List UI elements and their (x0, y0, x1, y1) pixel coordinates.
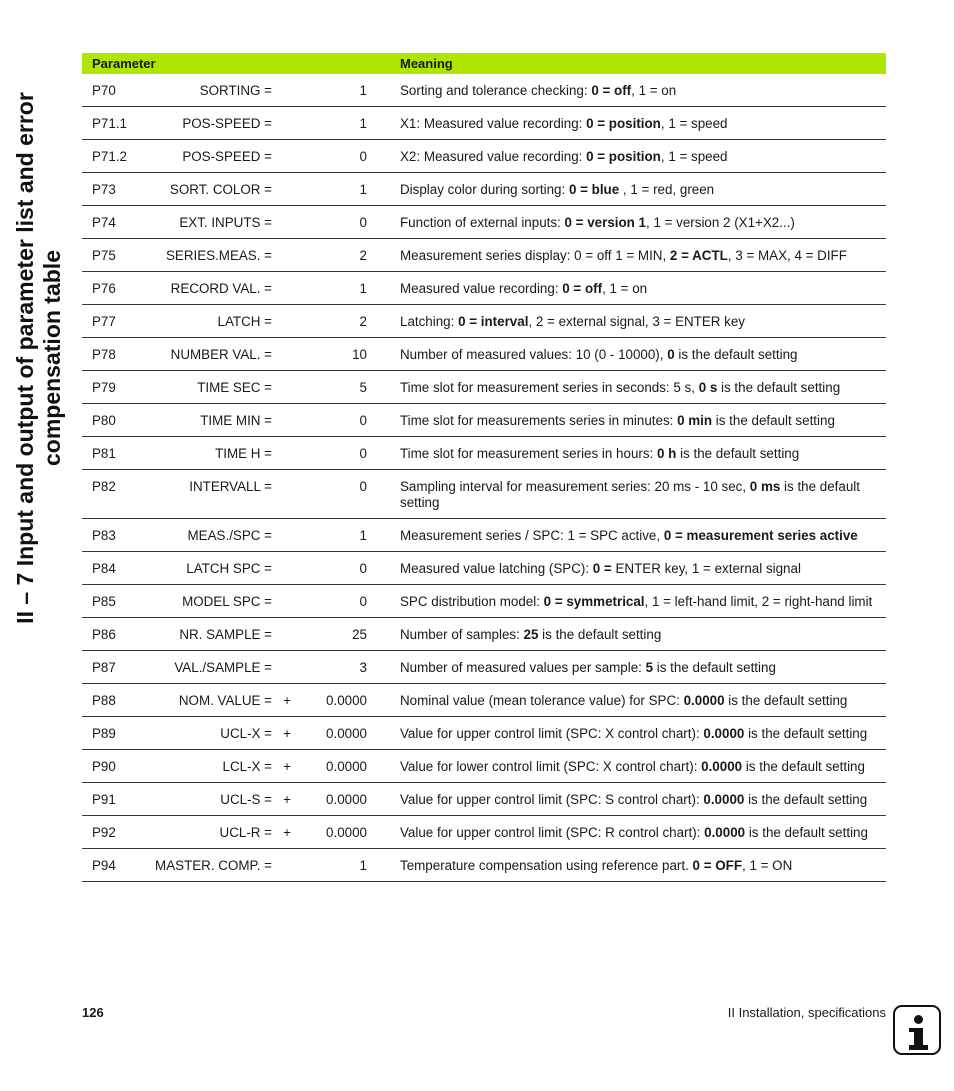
param-sign (276, 470, 298, 519)
param-sign (276, 404, 298, 437)
table-row (82, 140, 886, 173)
table-row (82, 849, 886, 882)
param-value: 1 (298, 173, 387, 206)
table-row (82, 239, 886, 272)
param-meaning: Time slot for measurements series in minutes: 0 min is the default setting (387, 404, 886, 437)
param-name: UCL-S = (131, 783, 276, 816)
param-sign: + (276, 816, 298, 849)
param-value: 0 (298, 470, 387, 519)
param-value: 2 (298, 239, 387, 272)
param-sign (276, 585, 298, 618)
param-name: TIME H = (131, 437, 276, 470)
param-meaning: X2: Measured value recording: 0 = position, 1 = speed (387, 140, 886, 173)
param-code: P71.2 (82, 140, 131, 173)
param-code: P71.1 (82, 107, 131, 140)
param-sign (276, 849, 298, 882)
param-code: P86 (82, 618, 131, 651)
table-row (82, 717, 886, 750)
param-value: 0.0000 (298, 684, 387, 717)
param-meaning: Time slot for measurement series in hours: 0 h is the default setting (387, 437, 886, 470)
param-code: P79 (82, 371, 131, 404)
param-value: 1 (298, 519, 387, 552)
param-sign (276, 107, 298, 140)
table-row (82, 470, 886, 519)
param-name: SORTING = (131, 74, 276, 107)
table-row (82, 107, 886, 140)
param-code: P84 (82, 552, 131, 585)
param-value: 0.0000 (298, 816, 387, 849)
param-meaning: Sampling interval for measurement series: 20 ms - 10 sec, 0 ms is the default setting (387, 470, 886, 519)
table-row (82, 437, 886, 470)
param-sign (276, 206, 298, 239)
param-sign: + (276, 783, 298, 816)
param-meaning: Function of external inputs: 0 = version 1, 1 = version 2 (X1+X2...) (387, 206, 886, 239)
param-sign (276, 371, 298, 404)
table-row (82, 74, 886, 107)
param-sign (276, 272, 298, 305)
param-meaning: Measurement series / SPC: 1 = SPC active, 0 = measurement series active (387, 519, 886, 552)
param-name: MEAS./SPC = (131, 519, 276, 552)
parameter-table (82, 53, 886, 882)
param-value: 0 (298, 437, 387, 470)
table-row (82, 783, 886, 816)
param-meaning: Value for lower control limit (SPC: X control chart): 0.0000 is the default setting (387, 750, 886, 783)
param-name: UCL-X = (131, 717, 276, 750)
param-code: P80 (82, 404, 131, 437)
param-name: LATCH SPC = (131, 552, 276, 585)
param-meaning: Value for upper control limit (SPC: S control chart): 0.0000 is the default setting (387, 783, 886, 816)
info-icon (893, 1005, 941, 1055)
param-name: UCL-R = (131, 816, 276, 849)
param-meaning: Time slot for measurement series in seconds: 5 s, 0 s is the default setting (387, 371, 886, 404)
page-number: 126 (82, 1005, 104, 1020)
table-row (82, 519, 886, 552)
table-row (82, 816, 886, 849)
chapter-title-rotated (12, 48, 76, 668)
table-row (82, 618, 886, 651)
param-value: 0.0000 (298, 717, 387, 750)
param-name: NOM. VALUE = (131, 684, 276, 717)
table-row (82, 651, 886, 684)
param-sign (276, 552, 298, 585)
param-code: P77 (82, 305, 131, 338)
param-code: P89 (82, 717, 131, 750)
param-meaning: Display color during sorting: 0 = blue , 1 = red, green (387, 173, 886, 206)
param-name: SERIES.MEAS. = (131, 239, 276, 272)
param-name: MODEL SPC = (131, 585, 276, 618)
param-meaning: Measured value recording: 0 = off, 1 = on (387, 272, 886, 305)
header-meaning: Meaning (387, 53, 886, 74)
table-row (82, 371, 886, 404)
param-name: SORT. COLOR = (131, 173, 276, 206)
param-sign: + (276, 684, 298, 717)
param-value: 1 (298, 74, 387, 107)
param-meaning: Number of measured values per sample: 5 is the default setting (387, 651, 886, 684)
param-sign (276, 651, 298, 684)
header-parameter: Parameter (82, 53, 387, 74)
param-sign: + (276, 717, 298, 750)
table-row (82, 585, 886, 618)
param-value: 0.0000 (298, 750, 387, 783)
param-value: 0 (298, 585, 387, 618)
table-row (82, 404, 886, 437)
param-value: 0 (298, 206, 387, 239)
param-value: 25 (298, 618, 387, 651)
chapter-title-line1: II – 7 Input and output of parameter list and error (12, 92, 38, 624)
footer-section-title: II Installation, specifications (727, 1005, 886, 1020)
param-name: VAL./SAMPLE = (131, 651, 276, 684)
table-header-row (82, 53, 886, 74)
table-row (82, 684, 886, 717)
param-sign (276, 239, 298, 272)
param-code: P83 (82, 519, 131, 552)
param-code: P91 (82, 783, 131, 816)
param-sign (276, 618, 298, 651)
param-meaning: Nominal value (mean tolerance value) for SPC: 0.0000 is the default setting (387, 684, 886, 717)
param-value: 5 (298, 371, 387, 404)
chapter-title-line2: compensation table (39, 250, 65, 466)
param-name: INTERVALL = (131, 470, 276, 519)
table-row (82, 750, 886, 783)
param-sign (276, 437, 298, 470)
param-meaning: Measurement series display: 0 = off 1 = MIN, 2 = ACTL, 3 = MAX, 4 = DIFF (387, 239, 886, 272)
param-code: P76 (82, 272, 131, 305)
param-code: P82 (82, 470, 131, 519)
table-row (82, 272, 886, 305)
param-code: P78 (82, 338, 131, 371)
param-value: 2 (298, 305, 387, 338)
param-sign (276, 74, 298, 107)
param-meaning: SPC distribution model: 0 = symmetrical, 1 = left-hand limit, 2 = right-hand limit (387, 585, 886, 618)
param-meaning: Temperature compensation using reference part. 0 = OFF, 1 = ON (387, 849, 886, 882)
param-meaning: Measured value latching (SPC): 0 = ENTER key, 1 = external signal (387, 552, 886, 585)
param-value: 0 (298, 552, 387, 585)
table-row (82, 206, 886, 239)
param-code: P75 (82, 239, 131, 272)
param-code: P94 (82, 849, 131, 882)
param-value: 1 (298, 272, 387, 305)
param-name: POS-SPEED = (131, 140, 276, 173)
param-code: P81 (82, 437, 131, 470)
param-sign (276, 173, 298, 206)
param-value: 1 (298, 849, 387, 882)
param-sign (276, 519, 298, 552)
param-meaning: Number of measured values: 10 (0 - 10000), 0 is the default setting (387, 338, 886, 371)
param-sign (276, 338, 298, 371)
param-value: 3 (298, 651, 387, 684)
table-row (82, 305, 886, 338)
param-meaning: X1: Measured value recording: 0 = position, 1 = speed (387, 107, 886, 140)
param-name: EXT. INPUTS = (131, 206, 276, 239)
param-sign (276, 305, 298, 338)
param-value: 0 (298, 140, 387, 173)
param-meaning: Latching: 0 = interval, 2 = external signal, 3 = ENTER key (387, 305, 886, 338)
param-code: P85 (82, 585, 131, 618)
table-row (82, 173, 886, 206)
param-code: P70 (82, 74, 131, 107)
param-code: P87 (82, 651, 131, 684)
param-name: MASTER. COMP. = (131, 849, 276, 882)
param-name: RECORD VAL. = (131, 272, 276, 305)
param-name: TIME SEC = (131, 371, 276, 404)
param-name: LCL-X = (131, 750, 276, 783)
chapter-side-title (12, 48, 76, 668)
param-code: P88 (82, 684, 131, 717)
param-meaning: Value for upper control limit (SPC: X control chart): 0.0000 is the default setting (387, 717, 886, 750)
param-value: 10 (298, 338, 387, 371)
param-code: P92 (82, 816, 131, 849)
table-body (82, 74, 886, 882)
param-meaning: Number of samples: 25 is the default setting (387, 618, 886, 651)
param-meaning: Sorting and tolerance checking: 0 = off, 1 = on (387, 74, 886, 107)
param-code: P90 (82, 750, 131, 783)
param-code: P73 (82, 173, 131, 206)
param-name: LATCH = (131, 305, 276, 338)
table-row (82, 338, 886, 371)
param-name: TIME MIN = (131, 404, 276, 437)
param-name: NR. SAMPLE = (131, 618, 276, 651)
param-name: POS-SPEED = (131, 107, 276, 140)
param-sign (276, 140, 298, 173)
param-value: 1 (298, 107, 387, 140)
param-meaning: Value for upper control limit (SPC: R control chart): 0.0000 is the default setting (387, 816, 886, 849)
param-name: NUMBER VAL. = (131, 338, 276, 371)
param-sign: + (276, 750, 298, 783)
param-value: 0 (298, 404, 387, 437)
param-code: P74 (82, 206, 131, 239)
table-row (82, 552, 886, 585)
param-value: 0.0000 (298, 783, 387, 816)
